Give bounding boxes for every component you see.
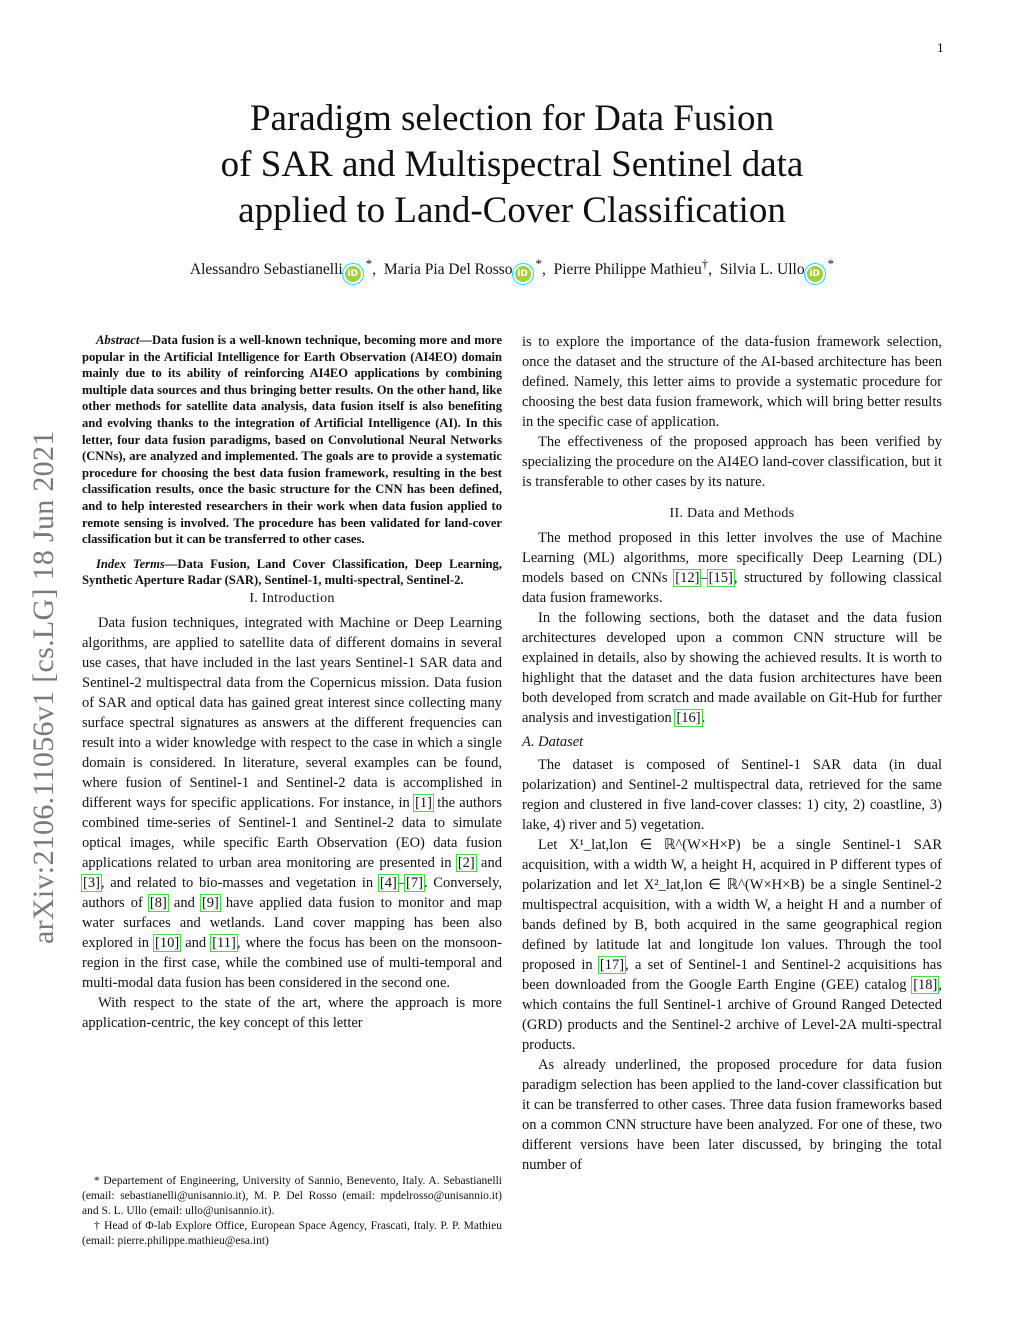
arxiv-identifier[interactable]: arXiv:2106.11056v1 [cs.LG] 18 Jun 2021 — [27, 430, 60, 944]
author-affiliation-mark: * — [365, 256, 373, 271]
author-affiliation-mark: † — [701, 256, 709, 271]
intro-paragraph: With respect to the state of the art, where the approach is more application-centric, the key concept of this letter — [82, 994, 502, 1031]
abstract-label: Abstract — [96, 333, 140, 347]
body-paragraph: The effectiveness of the proposed approach has been verified by specializing the procedure on the AI4EO land-cover classification, but it is transferable to other cases by its nature. — [522, 434, 942, 490]
title-line: of SAR and Multispectral Sentinel data — [220, 144, 804, 185]
orcid-icon[interactable]: iD — [515, 266, 531, 282]
citation-link[interactable]: [8] — [149, 894, 167, 911]
abstract: Abstract—Data fusion is a well-known technique, becoming more and more popular in the Artificial Intelligence for Earth Observation (AI4EO) domain mainly due to its ability of reinforcing AI4EO applications by combining multiple data sources and thus bringing better results. On the other hand, like other methods for satellite data analysis, data fusion itself is also benefiting and evolving thanks to the integration of Artificial Intelligence (AI). In this letter, four data fusion paradigms, based on Convolutional Neural Networks (CNNs), are analyzed and implemented. The goals are to provide a systematic procedure for choosing the best data fusion framework, resulting in the best classification results, once the basic structure for the CNN has been defined, and to help interested researchers in their work when data fusion applied to remote sensing is involved. The procedure has been validated for land-cover classification but it can be transferred to other cases. — [82, 333, 502, 547]
author-name: Pierre Philippe Mathieu — [553, 261, 702, 279]
citation-link[interactable]: [11] — [212, 934, 236, 951]
subsection-heading: A. Dataset — [522, 734, 584, 750]
citation-link[interactable]: [4] — [379, 874, 397, 891]
author-list: Alessandro Sebastianelli iD*, Maria Pia Del Rosso iD*, Pierre Philippe Mathieu†, Silvia L. Ullo iD* — [60, 256, 964, 282]
section-heading: II. Data and Methods — [669, 506, 795, 521]
body-paragraph: The method proposed in this letter involves the use of Machine Learning (ML) algorithms, more specifically Deep Learning (DL) models based on CNNs [12]–[15], structured by following classical data fusion frameworks. — [522, 530, 942, 606]
body-paragraph: In the following sections, both the dataset and the data fusion architectures developed upon a common CNN structure will be explained in details, also by showing the achieved results. It is worth to highlight that the dataset and the data fusion architectures have been both developed from scratch and made available on Git-Hub for further analysis and investigation [16]. — [522, 610, 942, 726]
citation-link[interactable]: [3] — [83, 874, 100, 891]
footnote: * Departement of Engineering, University of Sannio, Benevento, Italy. A. Sebastianelli (email: sebastianelli@unisannio.it), M. P. Del Rosso (email: mpdelrosso@unisannio.it) and S. L. Ullo (email: ullo@unisannio.it). — [82, 1175, 502, 1217]
abstract-text: Data fusion is a well-known technique, becoming more and more popular in the Artificial Intelligence for Earth Observation (AI4EO) domain mainly due to its ability of reinforcing AI4EO applications by combining multiple data sources and thus bringing better results. On the other hand, like other methods for satellite data analysis, data fusion itself is also benefiting and evolving thanks to the integration of Artificial Intelligence (AI). In this letter, four data fusion paradigms, based on Convolutional Neural Networks (CNNs), are analyzed and implemented. The goals are to provide a systematic procedure for choosing the best data fusion framework, resulting in the best classification results, once the basic structure for the CNN has been defined, and to help interested researchers in their work when data fusion applied to remote sensing is involved. The procedure has been validated for land-cover classification but it can be transferred to other cases. — [82, 333, 502, 547]
citation-link[interactable]: [18] — [913, 977, 938, 993]
citation-link[interactable]: [9] — [201, 894, 219, 911]
orcid-icon[interactable]: iD — [807, 266, 823, 282]
citation-link[interactable]: [12] — [675, 570, 700, 586]
page-number: 1 — [937, 42, 944, 55]
author-affiliation-mark: * — [827, 256, 835, 271]
footnotes — [82, 1174, 502, 1249]
left-column — [82, 332, 502, 1033]
author-affiliation-mark: * — [535, 256, 542, 271]
body-paragraph: As already underlined, the proposed procedure for data fusion paradigm selection has been applied to the land-cover classification but it can be transferred to other cases. Three data fusion frameworks based on a common CNN structure have been analyzed. For one of these, two different versions have been later discussed, by bringing the total number of — [522, 1057, 942, 1173]
index-terms: Index Terms—Data Fusion, Land Cover Classification, Deep Learning, Synthetic Aperture Radar (SAR), Sentinel-1, multi-spectral, Sentinel-2. — [82, 556, 503, 588]
citation-link[interactable]: [2] — [457, 854, 475, 871]
title-line: Paradigm selection for Data Fusion — [249, 98, 775, 139]
right-column — [522, 332, 942, 1175]
citation-link[interactable]: [15] — [708, 570, 733, 586]
author-name: Maria Pia Del Rosso — [383, 261, 513, 279]
index-terms-label: Index Terms — [96, 556, 165, 571]
body-paragraph: The dataset is composed of Sentinel-1 SAR data (in dual polarization) and Sentinel-2 multispectral data, retrieved for the same region and clustered in five land-cover classes: 1) city, 2) coastline, 3) lake, 4) river and 5) vegetation. — [522, 757, 942, 833]
index-terms-text: Data Fusion, Land Cover Classification, Deep Learning, Synthetic Aperture Radar (SAR), Sentinel-1, multi-spectral, Sentinel-2. — [82, 556, 503, 588]
citation-link[interactable]: [17] — [599, 957, 625, 973]
intro-paragraph: Data fusion techniques, integrated with Machine or Deep Learning algorithms, are applied to satellite data of different domains in several use cases, that have included in the last years Sentinel-1 SAR data and Sentinel-2 multispectral data from the Copernicus mission. Data fusion of SAR and optical data has gained great interest since collecting many surface spectral signatures as answers at the different frequencies can result into a wider knowledge with respect to the case in which a single domain is considered. In literature, several examples can be found, where fusion of Sentinel-1 and Sentinel-2 data is accomplished in different ways for specific applications. For instance, in [1] the authors combined time-series of Sentinel-1 and Sentinel-2 data to simulate optical images, while specific Earth Observation (EO) data fusion applications related to urban area monitoring are presented in [2] and [3], and related to bio-masses and vegetation in [4]–[7]. Conversely, authors of [8] and [9] have applied data fusion to monitor and map water surfaces and wetlands. Land cover mapping has been also explored in [10] and [11], where the focus has been on the monsoon-region in the first case, while the combined use of multi-temporal and multi-modal data fusion has been considered in the second one. — [82, 614, 503, 991]
author-name: Alessandro Sebastianelli — [189, 261, 343, 279]
body-paragraph: Let X¹_lat,lon ∈ ℝ^(W×H×P) be a single Sentinel-1 SAR acquisition, with a width W, a height H, acquired in P different types of polarization and let X²_lat,lon ∈ ℝ^(W×H×B) be a single Sentinel-2 multispectral acquisition, with a width W, a height H and a number of bands defined by B, both acquired in the same geographical region defined by latitude lat and longitude lon values. Through the tool proposed in [17], a set of Sentinel-1 and Sentinel-2 acquisitions has been downloaded from the Google Earth Engine (GEE) catalog [18], which contains the full Sentinel-1 archive of Ground Ranged Detected (GRD) products and the Sentinel-2 archive of Level-2A multi-spectral products. — [522, 837, 943, 1053]
body-paragraph: is to explore the importance of the data-fusion framework selection, once the dataset and the structure of the AI-based architecture has been defined. Namely, this letter aims to provide a systematic procedure for choosing the best data fusion framework, which will bring better results in the specific case of application. — [522, 334, 942, 430]
section-heading: I. Introduction — [249, 590, 335, 606]
paper-title — [100, 96, 924, 234]
citation-link[interactable]: [1] — [415, 794, 432, 811]
footnote: † Head of Φ-lab Explore Office, European Space Agency, Frascati, Italy. P. P. Mathieu (email: pierre.philippe.mathieu@esa.int) — [82, 1220, 502, 1247]
author-name: Silvia L. Ullo — [719, 261, 805, 279]
citation-link[interactable]: [10] — [155, 934, 180, 951]
title-line: applied to Land-Cover Classification — [238, 190, 786, 231]
citation-link[interactable]: [16] — [676, 710, 701, 726]
citation-link[interactable]: [7] — [406, 874, 423, 891]
orcid-icon[interactable]: iD — [345, 266, 361, 282]
